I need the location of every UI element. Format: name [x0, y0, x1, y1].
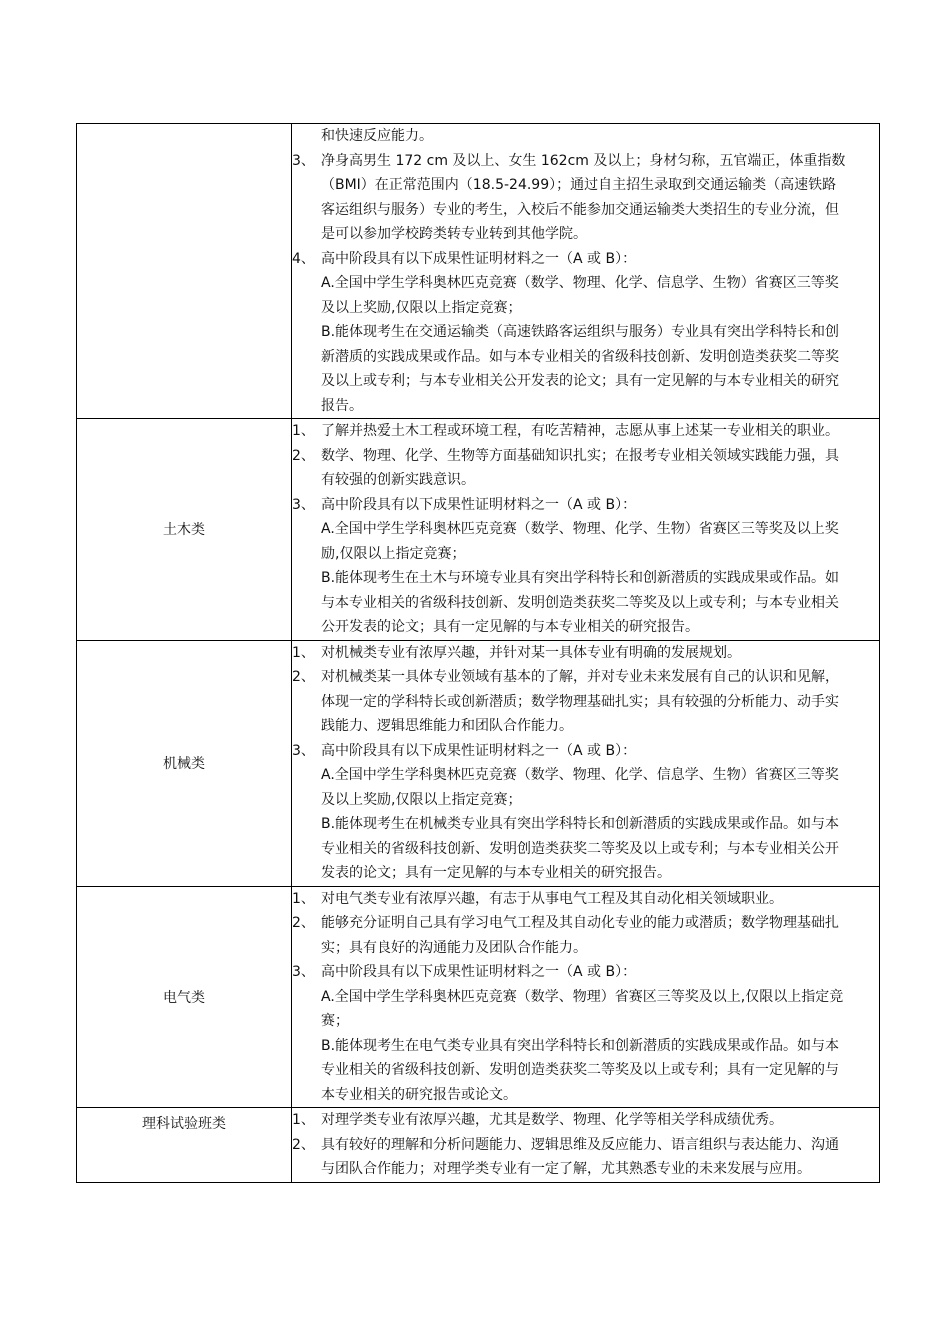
- req-line: 实；具有良好的沟通能力及团队合作能力。: [321, 939, 587, 956]
- item-number: 4、: [292, 250, 315, 267]
- req-line: [292, 149, 879, 174]
- req-line: 及以上或专利；与本专业相关公开发表的论文；具有一定见解的与本专业相关的研究: [321, 373, 839, 389]
- item-number: 1、: [292, 1112, 315, 1128]
- req-line: [292, 911, 879, 936]
- req-line: 及以上奖励,仅限以上指定竞赛；: [321, 791, 522, 808]
- item-number: 2、: [292, 915, 315, 931]
- req-line: 发表的论文；具有一定见解的与本专业相关的研究报告。: [321, 865, 671, 881]
- req-text: 了解并热爱土木工程或环境工程，有吃苦精神，志愿从事上述某一专业相关的职业。: [321, 423, 839, 439]
- req-text: 对理学类专业有浓厚兴趣，尤其是数学、物理、化学等相关学科成绩优秀。: [321, 1112, 783, 1128]
- req-line: [292, 493, 879, 518]
- item-number: 1、: [292, 423, 315, 439]
- req-text: 净身高男生 172 cm 及以上、女生 162cm 及以上；身材匀称，五官端正，体重指数: [321, 152, 846, 169]
- item-number: 3、: [292, 496, 315, 513]
- req-line: 及以上奖励,仅限以上指定竞赛；: [321, 299, 522, 316]
- req-text: 对机械类专业有浓厚兴趣，并针对某一具体专业有明确的发展规划。: [321, 644, 741, 661]
- requirements-cell: [292, 640, 880, 886]
- req-line: （BMI）在正常范围内（18.5-24.99）；通过自主招生录取到交通运输类（高速铁路: [321, 177, 837, 193]
- req-line: 专业相关的省级科技创新、发明创造类获奖二等奖及以上或专利；具有一定见解的与: [321, 1062, 839, 1078]
- req-line: 公开发表的论文；具有一定见解的与本专业相关的研究报告。: [321, 619, 699, 635]
- table-row: [77, 640, 880, 886]
- table-row: [77, 1108, 880, 1183]
- req-line: [292, 665, 879, 690]
- requirements-cell: [292, 124, 880, 419]
- req-line: 和快速反应能力。: [321, 128, 433, 144]
- req-line: 本专业相关的研究报告或论文。: [321, 1086, 517, 1103]
- req-line: B.能体现考生在土木与环境专业具有突出学科特长和创新潜质的实践成果或作品。如: [321, 570, 840, 586]
- req-line: [292, 960, 879, 985]
- req-line: 励,仅限以上指定竞赛；: [321, 545, 466, 562]
- req-line: 是可以参加学校跨类转专业转到其他学院。: [321, 226, 587, 242]
- req-line: [292, 1108, 879, 1133]
- category-cell: 机械类: [77, 640, 292, 886]
- category-cell: 理科试验班类: [77, 1108, 292, 1183]
- req-text: 高中阶段具有以下成果性证明材料之一（A 或 B）：: [321, 964, 637, 980]
- category-cell: 电气类: [77, 886, 292, 1108]
- req-line: A.全国中学生学科奥林匹克竞赛（数学、物理、化学、信息学、生物）省赛区三等奖: [321, 767, 839, 783]
- requirements-table: [76, 123, 880, 1183]
- category-cell: 土木类: [77, 419, 292, 641]
- req-text: 能够充分证明自己具有学习电气工程及其自动化专业的能力或潜质；数学物理基础扎: [321, 915, 839, 931]
- req-line: [292, 1133, 879, 1158]
- req-text: 数学、物理、化学、生物等方面基础知识扎实；在报考专业相关领域实践能力强，具: [321, 447, 839, 464]
- req-line: B.能体现考生在机械类专业具有突出学科特长和创新潜质的实践成果或作品。如与本: [321, 816, 840, 832]
- item-number: 3、: [292, 152, 315, 169]
- category-cell: [77, 124, 292, 419]
- req-line: 体现一定的学科特长或创新潜质；数学物理基础扎实；具有较强的分析能力、动手实: [321, 693, 839, 710]
- item-number: 3、: [292, 742, 315, 759]
- req-text: 对电气类专业有浓厚兴趣，有志于从事电气工程及其自动化相关领域职业。: [321, 890, 783, 907]
- req-line: 赛；: [321, 1013, 349, 1029]
- req-line: [292, 419, 879, 444]
- req-line: A.全国中学生学科奥林匹克竞赛（数学、物理）省赛区三等奖及以上,仅限以上指定竞: [321, 988, 844, 1005]
- req-line: A.全国中学生学科奥林匹克竞赛（数学、物理、化学、信息学、生物）省赛区三等奖: [321, 275, 839, 291]
- table-row: [77, 419, 880, 641]
- req-line: B.能体现考生在电气类专业具有突出学科特长和创新潜质的实践成果或作品。如与本: [321, 1037, 840, 1054]
- req-line: [292, 641, 879, 666]
- item-number: 3、: [292, 964, 315, 980]
- req-line: A.全国中学生学科奥林匹克竞赛（数学、物理、化学、生物）省赛区三等奖及以上奖: [321, 521, 839, 537]
- requirements-cell: [292, 886, 880, 1108]
- req-line: 有较强的创新实践意识。: [321, 472, 475, 488]
- table-row: [77, 886, 880, 1108]
- req-line: [292, 247, 879, 272]
- requirements-cell: [292, 419, 880, 641]
- req-line: 与团队合作能力；对理学类专业有一定了解，尤其熟悉专业的未来发展与应用。: [321, 1161, 811, 1177]
- item-number: 2、: [292, 447, 315, 464]
- req-line: 与本专业相关的省级科技创新、发明创造类获奖二等奖及以上或专利；与本专业相关: [321, 594, 839, 611]
- table-row: [77, 124, 880, 419]
- requirements-cell: [292, 1108, 880, 1183]
- item-number: 1、: [292, 890, 315, 907]
- item-number: 1、: [292, 644, 315, 661]
- req-text: 高中阶段具有以下成果性证明材料之一（A 或 B）：: [321, 496, 637, 513]
- item-number: 2、: [292, 669, 315, 685]
- req-text: 对机械类某一具体专业领域有基本的了解，并对专业未来发展有自己的认识和见解，: [321, 669, 839, 685]
- req-text: 高中阶段具有以下成果性证明材料之一（A 或 B）：: [321, 742, 637, 759]
- req-line: 客运组织与服务）专业的考生，入校后不能参加交通运输类大类招生的专业分流，但: [321, 201, 839, 218]
- req-text: 高中阶段具有以下成果性证明材料之一（A 或 B）：: [321, 250, 637, 267]
- req-line: 新潜质的实践成果或作品。如与本专业相关的省级科技创新、发明创造类获奖二等奖: [321, 348, 839, 365]
- req-line: [292, 739, 879, 764]
- req-line: 报告。: [321, 397, 363, 414]
- req-line: 践能力、逻辑思维能力和团队合作能力。: [321, 718, 573, 734]
- req-line: [292, 887, 879, 912]
- req-text: 具有较好的理解和分析问题能力、逻辑思维及反应能力、语言组织与表达能力、沟通: [321, 1136, 839, 1153]
- req-line: 专业相关的省级科技创新、发明创造类获奖二等奖及以上或专利；与本专业相关公开: [321, 840, 839, 857]
- req-line: [292, 444, 879, 469]
- req-line: B.能体现考生在交通运输类（高速铁路客运组织与服务）专业具有突出学科特长和创: [321, 324, 840, 340]
- item-number: 2、: [292, 1136, 315, 1153]
